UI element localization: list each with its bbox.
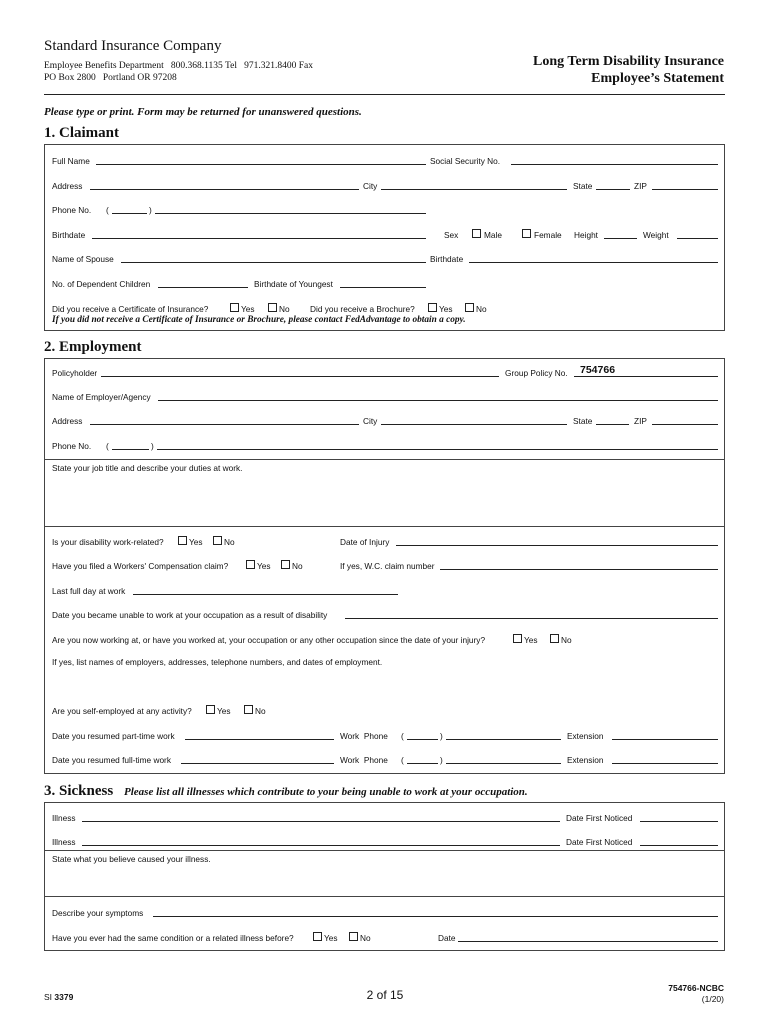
unable-date-field[interactable]: [345, 618, 718, 619]
symptoms-field[interactable]: [153, 916, 718, 917]
job-duties-label: State your job title and describe your duties at work.: [52, 463, 243, 473]
zip-label: ZIP: [634, 181, 647, 191]
full-time-extension-label: Extension: [567, 755, 604, 765]
illness-1-field[interactable]: [82, 821, 560, 822]
area-code-open: (: [106, 205, 109, 215]
same-condition-date-field[interactable]: [458, 941, 718, 942]
employer-state-label: State: [573, 416, 593, 426]
wc-claim-no-label: No: [292, 561, 303, 571]
part-time-label: Date you resumed part-time work: [52, 731, 175, 741]
unable-date-label: Date you became unable to work at your occupation as a result of disability: [52, 610, 328, 620]
same-condition-no-label: No: [360, 933, 371, 943]
state-field[interactable]: [596, 189, 630, 190]
birthdate-label: Birthdate: [52, 230, 86, 240]
employer-name-label: Name of Employer/Agency: [52, 392, 151, 402]
full-time-area-code-field[interactable]: [407, 763, 438, 764]
male-label: Male: [484, 230, 502, 240]
self-employed-no-checkbox[interactable]: [244, 705, 253, 714]
address-field[interactable]: [90, 189, 359, 190]
employer-phone-field[interactable]: [157, 449, 718, 450]
wc-claim-no-checkbox[interactable]: [281, 560, 290, 569]
employer-city-field[interactable]: [381, 424, 567, 425]
form-code: 754766-NCBC: [668, 983, 724, 993]
male-checkbox[interactable]: [472, 229, 481, 238]
group-policy-field[interactable]: [574, 376, 718, 377]
part-time-phone-field[interactable]: [446, 739, 561, 740]
self-employed-yes-checkbox[interactable]: [206, 705, 215, 714]
height-field[interactable]: [604, 238, 637, 239]
symptoms-label: Describe your symptoms: [52, 908, 144, 918]
self-employed-yes-label: Yes: [217, 706, 231, 716]
area-code-close: ): [149, 205, 152, 215]
part-time-extension-field[interactable]: [612, 739, 718, 740]
policyholder-field[interactable]: [101, 376, 499, 377]
job-duties-bottom-rule: [44, 526, 725, 527]
certificate-yes-checkbox[interactable]: [230, 303, 239, 312]
employer-area-code-field[interactable]: [112, 449, 149, 450]
form-number-prefix: SI: [44, 992, 53, 1002]
weight-field[interactable]: [677, 238, 718, 239]
cause-top-rule: [44, 850, 725, 851]
section-employment-title: 2. Employment: [44, 339, 142, 355]
full-time-field[interactable]: [181, 763, 334, 764]
female-label: Female: [534, 230, 562, 240]
employer-name-field[interactable]: [158, 400, 718, 401]
full-time-extension-field[interactable]: [612, 763, 718, 764]
full-time-work-phone-label: Work Phone: [340, 755, 388, 765]
employer-address-label: Address: [52, 416, 83, 426]
work-related-yes-checkbox[interactable]: [178, 536, 187, 545]
full-time-area-close: ): [440, 755, 443, 765]
spouse-name-field[interactable]: [121, 262, 426, 263]
work-related-question: Is your disability work-related?: [52, 537, 164, 547]
mailing-address: PO Box 2800 Portland OR 97208: [44, 73, 177, 83]
full-time-phone-field[interactable]: [446, 763, 561, 764]
zip-field[interactable]: [652, 189, 718, 190]
now-working-yes-checkbox[interactable]: [513, 634, 522, 643]
department-contact: Employee Benefits Department 800.368.1135 Tel 971.321.8400 Fax: [44, 61, 313, 71]
address-label: Address: [52, 181, 83, 191]
illness-2-label: Illness: [52, 837, 76, 847]
date-of-injury-field[interactable]: [396, 545, 718, 546]
certificate-note: If you did not receive a Certificate of Insurance or Brochure, please contact FedAdvantage to obtain a copy.: [52, 315, 466, 325]
employer-address-field[interactable]: [90, 424, 359, 425]
cause-area[interactable]: [46, 866, 723, 894]
female-checkbox[interactable]: [522, 229, 531, 238]
full-time-label: Date you resumed full-time work: [52, 755, 171, 765]
spouse-birthdate-field[interactable]: [469, 262, 718, 263]
part-time-field[interactable]: [185, 739, 334, 740]
work-related-yes-label: Yes: [189, 537, 203, 547]
certificate-question: Did you receive a Certificate of Insurance?: [52, 304, 209, 314]
city-field[interactable]: [381, 189, 567, 190]
area-code-field[interactable]: [112, 213, 147, 214]
same-condition-yes-checkbox[interactable]: [313, 932, 322, 941]
company-name: Standard Insurance Company: [44, 38, 222, 54]
youngest-birthdate-label: Birthdate of Youngest: [254, 279, 333, 289]
youngest-birthdate-field[interactable]: [340, 287, 426, 288]
part-time-work-phone-label: Work Phone: [340, 731, 388, 741]
ssn-label: Social Security No.: [430, 156, 501, 166]
policyholder-label: Policyholder: [52, 368, 98, 378]
employer-zip-label: ZIP: [634, 416, 647, 426]
same-condition-date-label: Date: [438, 933, 456, 943]
wc-number-field[interactable]: [440, 569, 718, 570]
employer-phone-label: Phone No.: [52, 441, 92, 451]
form-title: Long Term Disability Insurance: [533, 54, 724, 69]
form-subtitle: Employee’s Statement: [591, 71, 724, 86]
full-time-area-open: (: [401, 755, 404, 765]
full-name-field[interactable]: [96, 164, 426, 165]
illness-1-date-field[interactable]: [640, 821, 718, 822]
section-claimant-title: 1. Claimant: [44, 125, 119, 141]
section-sickness-title: 3. Sickness: [44, 783, 114, 799]
brochure-yes-checkbox[interactable]: [428, 303, 437, 312]
illness-2-date-label: Date First Noticed: [566, 837, 633, 847]
form-number-value: 3379: [54, 992, 74, 1002]
list-employers-area[interactable]: [46, 669, 723, 699]
certificate-no-checkbox[interactable]: [268, 303, 277, 312]
dependents-label: No. of Dependent Children: [52, 279, 151, 289]
brochure-yes-label: Yes: [439, 304, 453, 314]
brochure-question: Did you receive a Brochure?: [310, 304, 415, 314]
illness-1-date-label: Date First Noticed: [566, 813, 633, 823]
illness-1-label: Illness: [52, 813, 76, 823]
spouse-name-label: Name of Spouse: [52, 254, 114, 264]
height-label: Height: [574, 230, 598, 240]
employer-city-label: City: [363, 416, 378, 426]
now-working-question: Are you now working at, or have you worked at, your occupation or any other occupation since the date of your injury?: [52, 635, 486, 645]
job-duties-top-rule: [44, 459, 725, 460]
wc-number-label: If yes, W.C. claim number: [340, 561, 435, 571]
wc-claim-yes-checkbox[interactable]: [246, 560, 255, 569]
dependents-field[interactable]: [158, 287, 248, 288]
job-duties-area[interactable]: [46, 475, 723, 525]
state-label: State: [573, 181, 593, 191]
page-number: 2 of 15: [366, 988, 404, 1002]
spouse-birthdate-label: Birthdate: [430, 254, 464, 264]
full-name-label: Full Name: [52, 156, 90, 166]
certificate-no-label: No: [279, 304, 290, 314]
employer-area-code-close: ): [151, 441, 154, 451]
phone-label: Phone No.: [52, 205, 92, 215]
part-time-extension-label: Extension: [567, 731, 604, 741]
same-condition-question: Have you ever had the same condition or a related illness before?: [52, 933, 294, 943]
instructions: Please type or print. Form may be returned for unanswered questions.: [44, 106, 362, 118]
city-label: City: [363, 181, 378, 191]
part-time-area-code-field[interactable]: [407, 739, 438, 740]
date-of-injury-label: Date of Injury: [340, 537, 390, 547]
same-condition-no-checkbox[interactable]: [349, 932, 358, 941]
header-rule: [44, 94, 725, 95]
work-related-no-checkbox[interactable]: [213, 536, 222, 545]
ssn-field[interactable]: [511, 164, 718, 165]
cause-bottom-rule: [44, 896, 725, 897]
brochure-no-label: No: [476, 304, 487, 314]
form-revision: (1/20): [701, 994, 724, 1004]
wc-claim-question: Have you filed a Workers' Compensation claim?: [52, 561, 229, 571]
certificate-yes-label: Yes: [241, 304, 255, 314]
last-day-label: Last full day at work: [52, 586, 126, 596]
brochure-no-checkbox[interactable]: [465, 303, 474, 312]
cause-label: State what you believe caused your illness.: [52, 854, 211, 864]
weight-label: Weight: [643, 230, 669, 240]
last-day-field[interactable]: [133, 594, 398, 595]
part-time-area-open: (: [401, 731, 404, 741]
now-working-no-label: No: [561, 635, 572, 645]
list-employers-label: If yes, list names of employers, addresses, telephone numbers, and dates of employment.: [52, 657, 383, 667]
illness-2-field[interactable]: [82, 845, 560, 846]
now-working-no-checkbox[interactable]: [550, 634, 559, 643]
self-employed-question: Are you self-employed at any activity?: [52, 706, 192, 716]
wc-claim-yes-label: Yes: [257, 561, 271, 571]
group-policy-value: 754766: [580, 364, 616, 376]
birthdate-field[interactable]: [92, 238, 426, 239]
same-condition-yes-label: Yes: [324, 933, 338, 943]
part-time-area-close: ): [440, 731, 443, 741]
self-employed-no-label: No: [255, 706, 266, 716]
employer-zip-field[interactable]: [652, 424, 718, 425]
now-working-yes-label: Yes: [524, 635, 538, 645]
group-policy-label: Group Policy No.: [505, 368, 568, 378]
illness-2-date-field[interactable]: [640, 845, 718, 846]
employer-state-field[interactable]: [596, 424, 629, 425]
employer-area-code-open: (: [106, 441, 109, 451]
phone-field[interactable]: [155, 213, 426, 214]
work-related-no-label: No: [224, 537, 235, 547]
sex-label: Sex: [444, 230, 459, 240]
section-sickness-subtitle: Please list all illnesses which contribute to your being unable to work at your occupation.: [124, 786, 528, 798]
